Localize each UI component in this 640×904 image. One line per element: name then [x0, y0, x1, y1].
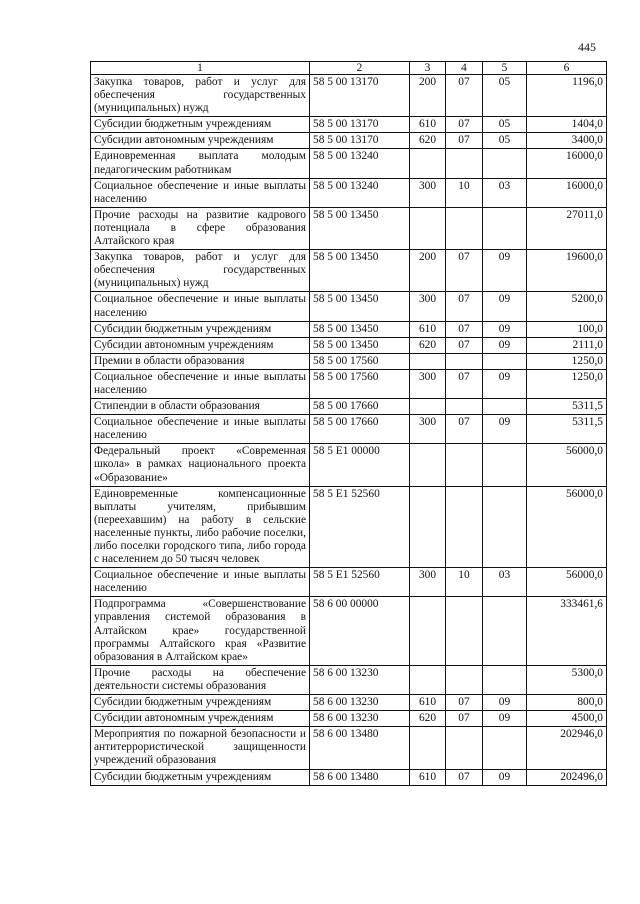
row-col-3: 620 — [410, 711, 446, 727]
row-name: Субсидии бюджетным учреждениям — [91, 695, 310, 711]
row-col-3: 200 — [410, 75, 446, 117]
row-col-3: 620 — [410, 133, 446, 149]
table-row — [91, 178, 607, 207]
row-col-4 — [446, 444, 483, 486]
row-name: Премии в области образования — [91, 353, 310, 369]
row-amount: 3400,0 — [527, 133, 607, 149]
row-code: 58 5 00 13450 — [310, 292, 410, 321]
row-code: 58 5 00 13450 — [310, 337, 410, 353]
table-row — [91, 727, 607, 769]
table-row — [91, 149, 607, 178]
table-row — [91, 769, 607, 785]
row-col-3 — [410, 727, 446, 769]
row-amount: 800,0 — [527, 695, 607, 711]
row-amount: 56000,0 — [527, 486, 607, 568]
row-col-3 — [410, 353, 446, 369]
row-amount: 56000,0 — [527, 568, 607, 597]
row-col-4: 07 — [446, 695, 483, 711]
header-col-6: 6 — [527, 62, 607, 75]
row-col-3: 620 — [410, 337, 446, 353]
row-name: Субсидии бюджетным учреждениям — [91, 321, 310, 337]
row-amount: 19600,0 — [527, 250, 607, 292]
row-amount: 1250,0 — [527, 369, 607, 398]
row-col-5 — [483, 665, 527, 694]
row-name: Прочие расходы на развитие кадрового потенциала в сфере образования Алтайского края — [91, 207, 310, 249]
row-name: Субсидии автономным учреждениям — [91, 337, 310, 353]
row-col-3 — [410, 486, 446, 568]
table-row — [91, 353, 607, 369]
row-col-4 — [446, 597, 483, 665]
row-col-5: 03 — [483, 178, 527, 207]
row-col-4: 10 — [446, 568, 483, 597]
row-col-3 — [410, 665, 446, 694]
row-code: 58 5 00 17560 — [310, 353, 410, 369]
header-col-1: 1 — [91, 62, 310, 75]
row-col-3: 300 — [410, 178, 446, 207]
row-name: Субсидии бюджетным учреждениям — [91, 117, 310, 133]
row-code: 58 5 E1 52560 — [310, 568, 410, 597]
row-col-3: 300 — [410, 568, 446, 597]
row-name: Социальное обеспечение и иные выплаты населению — [91, 568, 310, 597]
header-col-5: 5 — [483, 62, 527, 75]
row-code: 58 5 00 17660 — [310, 415, 410, 444]
row-code: 58 5 E1 52560 — [310, 486, 410, 568]
row-col-4: 07 — [446, 369, 483, 398]
row-amount: 5300,0 — [527, 665, 607, 694]
row-code: 58 6 00 13230 — [310, 711, 410, 727]
row-col-4: 07 — [446, 415, 483, 444]
row-name: Прочие расходы на обеспечение деятельности системы образования — [91, 665, 310, 694]
row-amount: 56000,0 — [527, 444, 607, 486]
row-col-3: 200 — [410, 250, 446, 292]
table-row — [91, 415, 607, 444]
row-col-5 — [483, 597, 527, 665]
table-row — [91, 444, 607, 486]
row-col-5: 05 — [483, 117, 527, 133]
row-amount: 27011,0 — [527, 207, 607, 249]
row-col-4: 07 — [446, 250, 483, 292]
row-amount: 4500,0 — [527, 711, 607, 727]
row-name: Социальное обеспечение и иные выплаты населению — [91, 415, 310, 444]
row-col-4: 07 — [446, 337, 483, 353]
row-col-3: 300 — [410, 369, 446, 398]
row-code: 58 5 00 17560 — [310, 369, 410, 398]
row-code: 58 6 00 13230 — [310, 695, 410, 711]
row-col-3: 610 — [410, 769, 446, 785]
row-col-4 — [446, 399, 483, 415]
row-col-5: 09 — [483, 695, 527, 711]
row-col-5: 09 — [483, 711, 527, 727]
row-name: Закупка товаров, работ и услуг для обеспечения государственных (муниципальных) нужд — [91, 75, 310, 117]
table-row — [91, 486, 607, 568]
row-code: 58 5 E1 00000 — [310, 444, 410, 486]
table-row — [91, 133, 607, 149]
header-row — [91, 62, 607, 75]
row-amount: 100,0 — [527, 321, 607, 337]
row-amount: 333461,6 — [527, 597, 607, 665]
row-col-5 — [483, 727, 527, 769]
row-col-5: 05 — [483, 133, 527, 149]
row-col-4 — [446, 207, 483, 249]
row-col-4: 07 — [446, 75, 483, 117]
row-col-4 — [446, 486, 483, 568]
row-col-5 — [483, 444, 527, 486]
row-code: 58 5 00 13170 — [310, 117, 410, 133]
row-col-3: 610 — [410, 321, 446, 337]
row-name: Единовременные компенсационные выплаты учителям, прибывшим (переехавшим) на работу в сельские населенные пункты, либо рабочие поселки, либо поселки городского типа, либо города с населением до 50 тысяч человек — [91, 486, 310, 568]
row-name: Субсидии автономным учреждениям — [91, 711, 310, 727]
row-code: 58 6 00 00000 — [310, 597, 410, 665]
row-amount: 5200,0 — [527, 292, 607, 321]
table-row — [91, 75, 607, 117]
row-amount: 5311,5 — [527, 399, 607, 415]
row-col-4: 07 — [446, 769, 483, 785]
row-code: 58 5 00 13450 — [310, 250, 410, 292]
row-name: Единовременная выплата молодым педагогическим работникам — [91, 149, 310, 178]
row-col-3 — [410, 207, 446, 249]
row-amount: 16000,0 — [527, 178, 607, 207]
row-col-5: 09 — [483, 337, 527, 353]
row-name: Федеральный проект «Современная школа» в рамках национального проекта «Образование» — [91, 444, 310, 486]
row-code: 58 5 00 13240 — [310, 178, 410, 207]
table-row — [91, 568, 607, 597]
row-col-3: 300 — [410, 292, 446, 321]
page-number: 445 — [578, 40, 596, 54]
table-row — [91, 399, 607, 415]
table-row — [91, 665, 607, 694]
row-amount: 5311,5 — [527, 415, 607, 444]
row-amount: 16000,0 — [527, 149, 607, 178]
table-row — [91, 369, 607, 398]
row-col-5: 03 — [483, 568, 527, 597]
row-col-5: 09 — [483, 369, 527, 398]
row-amount: 2111,0 — [527, 337, 607, 353]
row-col-3: 610 — [410, 117, 446, 133]
row-name: Мероприятия по пожарной безопасности и антитеррористической защищенности учреждений образования — [91, 727, 310, 769]
row-col-4 — [446, 727, 483, 769]
table-row — [91, 292, 607, 321]
row-code: 58 6 00 13480 — [310, 769, 410, 785]
row-name: Стипендии в области образования — [91, 399, 310, 415]
row-col-5 — [483, 353, 527, 369]
row-name: Закупка товаров, работ и услуг для обеспечения государственных (муниципальных) нужд — [91, 250, 310, 292]
row-col-4: 07 — [446, 711, 483, 727]
row-name: Социальное обеспечение и иные выплаты населению — [91, 292, 310, 321]
row-name: Подпрограмма «Совершенствование управления системой образования в Алтайском крае» государственной программы Алтайского края «Развитие образования в Алтайском крае» — [91, 597, 310, 665]
row-col-4: 07 — [446, 292, 483, 321]
row-code: 58 6 00 13230 — [310, 665, 410, 694]
row-code: 58 6 00 13480 — [310, 727, 410, 769]
row-col-3: 300 — [410, 415, 446, 444]
table-row — [91, 337, 607, 353]
row-col-4 — [446, 665, 483, 694]
row-code: 58 5 00 13170 — [310, 75, 410, 117]
row-code: 58 5 00 17660 — [310, 399, 410, 415]
row-name: Субсидии бюджетным учреждениям — [91, 769, 310, 785]
row-amount: 1250,0 — [527, 353, 607, 369]
row-code: 58 5 00 13170 — [310, 133, 410, 149]
row-col-3 — [410, 399, 446, 415]
row-col-5: 09 — [483, 769, 527, 785]
row-amount: 202496,0 — [527, 769, 607, 785]
table-row — [91, 321, 607, 337]
row-amount: 1404,0 — [527, 117, 607, 133]
row-name: Социальное обеспечение и иные выплаты населению — [91, 369, 310, 398]
row-col-3 — [410, 597, 446, 665]
table-row — [91, 597, 607, 665]
row-col-5 — [483, 149, 527, 178]
table-row — [91, 207, 607, 249]
header-col-3: 3 — [410, 62, 446, 75]
row-col-5 — [483, 207, 527, 249]
table-row — [91, 117, 607, 133]
header-col-4: 4 — [446, 62, 483, 75]
row-name: Субсидии автономным учреждениям — [91, 133, 310, 149]
row-col-4: 10 — [446, 178, 483, 207]
budget-table — [90, 61, 607, 786]
row-col-5: 09 — [483, 415, 527, 444]
row-col-4: 07 — [446, 117, 483, 133]
row-col-4 — [446, 149, 483, 178]
row-col-5 — [483, 399, 527, 415]
row-amount: 202946,0 — [527, 727, 607, 769]
row-amount: 1196,0 — [527, 75, 607, 117]
row-col-3: 610 — [410, 695, 446, 711]
row-col-5: 09 — [483, 250, 527, 292]
row-col-5: 09 — [483, 292, 527, 321]
row-col-3 — [410, 444, 446, 486]
table-row — [91, 250, 607, 292]
row-col-5: 09 — [483, 321, 527, 337]
header-col-2: 2 — [310, 62, 410, 75]
row-col-4: 07 — [446, 133, 483, 149]
row-name: Социальное обеспечение и иные выплаты населению — [91, 178, 310, 207]
row-code: 58 5 00 13450 — [310, 321, 410, 337]
row-col-3 — [410, 149, 446, 178]
row-col-5 — [483, 486, 527, 568]
row-code: 58 5 00 13450 — [310, 207, 410, 249]
table-row — [91, 695, 607, 711]
row-col-4: 07 — [446, 321, 483, 337]
row-col-5: 05 — [483, 75, 527, 117]
table-row — [91, 711, 607, 727]
row-code: 58 5 00 13240 — [310, 149, 410, 178]
row-col-4 — [446, 353, 483, 369]
